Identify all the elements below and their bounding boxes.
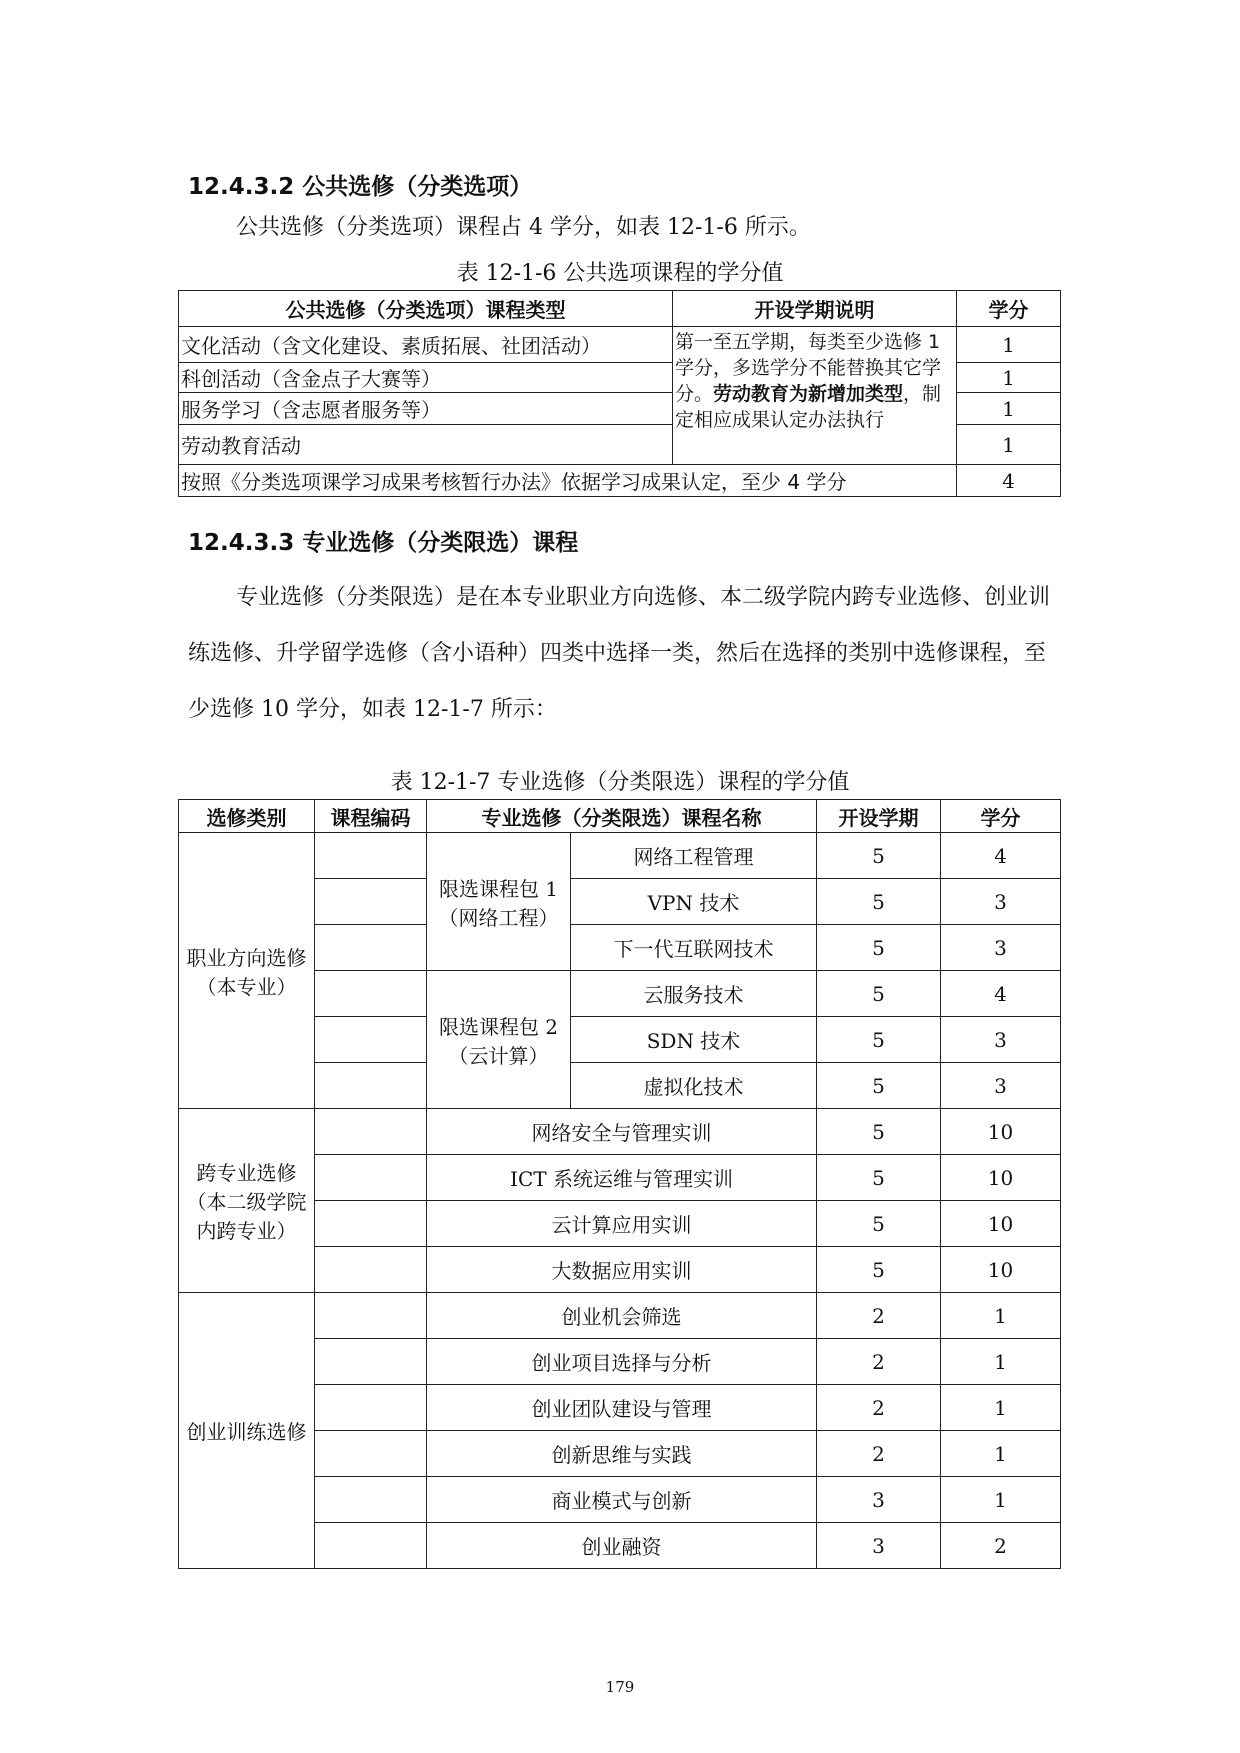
credit-cell: 3 [941,1063,1061,1109]
course-code-cell [315,1155,427,1201]
table-cell-type: 服务学习（含志愿者服务等） [179,393,673,425]
term-cell: 2 [817,1293,941,1339]
course-name-cell: 创新思维与实践 [427,1431,817,1477]
course-name-cell: 云计算应用实训 [427,1201,817,1247]
course-code-cell [315,1017,427,1063]
credit-cell: 2 [941,1523,1061,1569]
course-name-cell: VPN 技术 [571,879,817,925]
table-header: 开设学期说明 [673,291,957,327]
credit-cell: 3 [941,925,1061,971]
package-cell: 限选课程包 2（云计算） [427,971,571,1109]
term-cell: 3 [817,1523,941,1569]
course-name-cell: 创业机会筛选 [427,1293,817,1339]
credit-cell: 4 [941,833,1061,879]
course-name-cell: 大数据应用实训 [427,1247,817,1293]
course-name-cell: 虚拟化技术 [571,1063,817,1109]
credit-cell: 3 [941,1017,1061,1063]
section-paragraph-professional: 专业选修（分类限选）是在本专业职业方向选修、本二级学院内跨专业选修、创业训练选修、升学留学选修（含小语种）四类中选择一类，然后在选择的类别中选修课程，至少选修 10 学分，如表 12-1-7 所示： [188,585,1051,722]
term-cell: 5 [817,1155,941,1201]
section-paragraph-public: 公共选修（分类选项）课程占 4 学分，如表 12-1-6 所示。 [236,215,811,240]
course-code-cell [315,833,427,879]
course-code-cell [315,1293,427,1339]
table-footer-note: 按照《分类选项课学习成果考核暂行办法》依据学习成果认定，至少 4 学分 [179,465,957,497]
course-code-cell [315,1431,427,1477]
table-header: 公共选修（分类选项）课程类型 [179,291,673,327]
course-code-cell [315,1477,427,1523]
table-cell-type: 劳动教育活动 [179,425,673,465]
credit-cell: 10 [941,1109,1061,1155]
table-header: 课程编码 [315,800,427,833]
package-cell: 限选课程包 1（网络工程） [427,833,571,971]
course-name-cell: ICT 系统运维与管理实训 [427,1155,817,1201]
course-name-cell: 创业融资 [427,1523,817,1569]
table-cell-credit: 4 [957,465,1061,497]
term-cell: 5 [817,1109,941,1155]
credit-cell: 1 [941,1339,1061,1385]
term-cell: 5 [817,1247,941,1293]
course-name-cell: 网络安全与管理实训 [427,1109,817,1155]
term-cell: 5 [817,833,941,879]
credit-cell: 4 [941,971,1061,1017]
term-cell: 5 [817,1201,941,1247]
table-12-1-7 [178,799,1061,1569]
credit-cell: 1 [941,1293,1061,1339]
course-name-cell: 网络工程管理 [571,833,817,879]
term-cell: 2 [817,1339,941,1385]
course-name-cell: 云服务技术 [571,971,817,1017]
table-cell-description: 第一至五学期，每类至少选修 1 学分，多选学分不能替换其它学分。劳动教育为新增加类型，制定相应成果认定办法执行 [673,327,957,465]
course-name-cell: 创业团队建设与管理 [427,1385,817,1431]
course-code-cell [315,971,427,1017]
table-cell-credit: 1 [957,425,1061,465]
table-header: 学分 [941,800,1061,833]
credit-cell: 10 [941,1247,1061,1293]
course-code-cell [315,1063,427,1109]
term-cell: 5 [817,971,941,1017]
course-code-cell [315,1247,427,1293]
table-header: 选修类别 [179,800,315,833]
credit-cell: 10 [941,1155,1061,1201]
term-cell: 5 [817,1063,941,1109]
course-code-cell [315,1109,427,1155]
course-code-cell [315,1339,427,1385]
table-caption-12-1-7: 表 12-1-7 专业选修（分类限选）课程的学分值 [390,770,850,795]
credit-cell: 1 [941,1385,1061,1431]
table-cell-type: 科创活动（含金点子大赛等） [179,363,673,393]
course-name-cell: 下一代互联网技术 [571,925,817,971]
course-name-cell: SDN 技术 [571,1017,817,1063]
table-header: 学分 [957,291,1061,327]
term-cell: 5 [817,925,941,971]
credit-cell: 10 [941,1201,1061,1247]
table-cell-credit: 1 [957,327,1061,363]
table-cell-credit: 1 [957,363,1061,393]
term-cell: 2 [817,1385,941,1431]
term-cell: 3 [817,1477,941,1523]
course-name-cell: 创业项目选择与分析 [427,1339,817,1385]
category-cell: 创业训练选修 [179,1293,315,1569]
term-cell: 2 [817,1431,941,1477]
course-code-cell [315,879,427,925]
course-code-cell [315,1523,427,1569]
page-number: 179 [605,1678,635,1696]
term-cell: 5 [817,879,941,925]
table-cell-type: 文化活动（含文化建设、素质拓展、社团活动） [179,327,673,363]
table-header: 专业选修（分类限选）课程名称 [427,800,817,833]
category-cell: 职业方向选修（本专业） [179,833,315,1109]
course-code-cell [315,1385,427,1431]
section-heading-12-4-3-2: 12.4.3.2 公共选修（分类选项） [188,174,533,200]
category-cell: 跨专业选修（本二级学院内跨专业） [179,1109,315,1293]
table-caption-12-1-6: 表 12-1-6 公共选项课程的学分值 [456,261,784,286]
table-header: 开设学期 [817,800,941,833]
course-code-cell [315,1201,427,1247]
course-name-cell: 商业模式与创新 [427,1477,817,1523]
table-12-1-6 [178,290,1061,497]
section-heading-12-4-3-3: 12.4.3.3 专业选修（分类限选）课程 [188,530,579,556]
table-cell-credit: 1 [957,393,1061,425]
course-code-cell [315,925,427,971]
term-cell: 5 [817,1017,941,1063]
credit-cell: 1 [941,1431,1061,1477]
credit-cell: 3 [941,879,1061,925]
credit-cell: 1 [941,1477,1061,1523]
